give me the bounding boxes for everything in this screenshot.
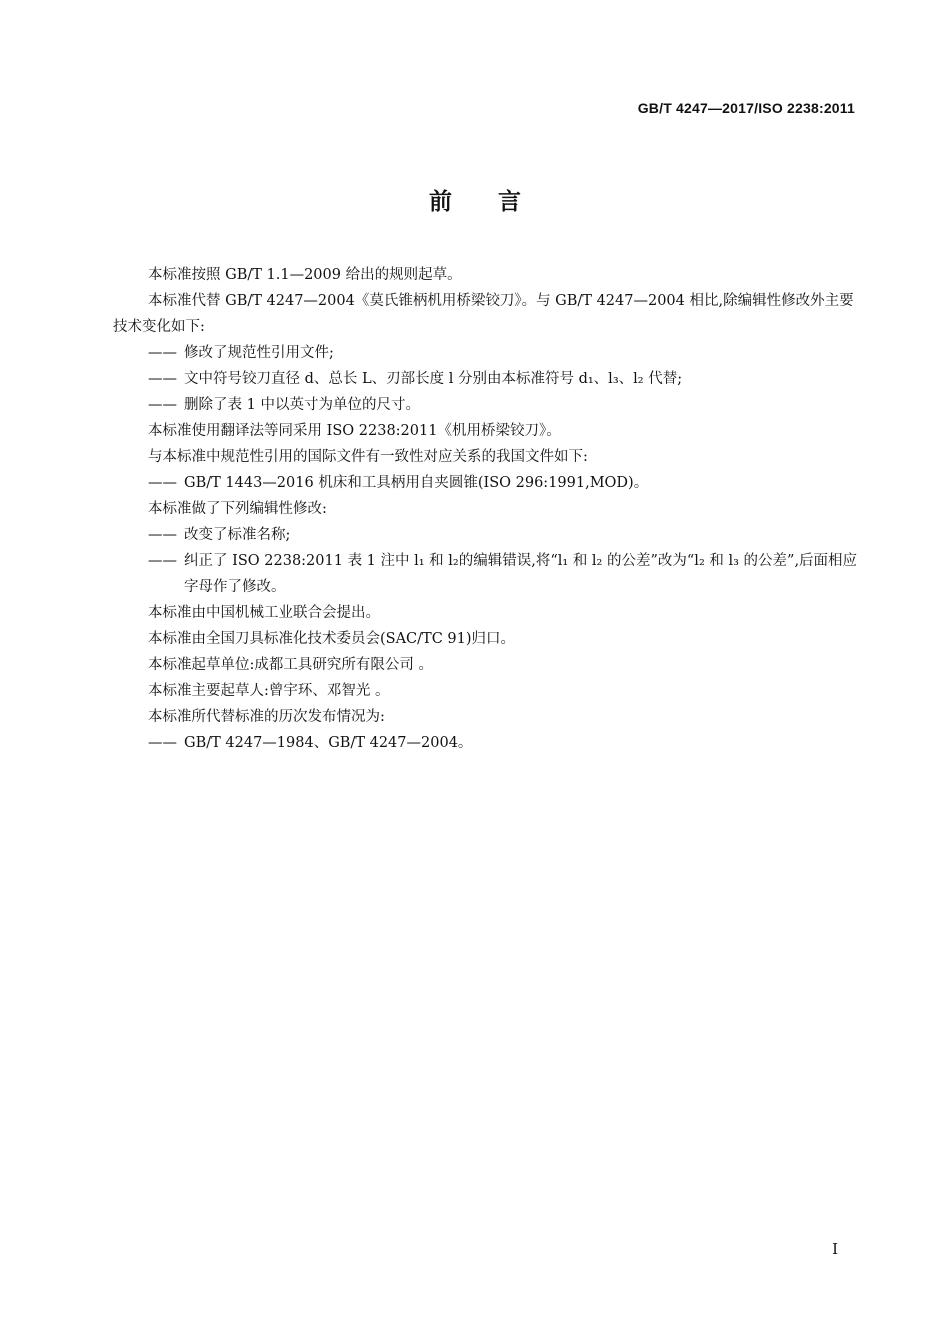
page-title: 前言: [429, 189, 567, 215]
paragraph: 本标准做了下列编辑性修改:: [148, 501, 327, 517]
dash: ——: [148, 345, 177, 361]
list-item: [113, 548, 858, 600]
list-item-text: 删除了表 1 中以英寸为单位的尺寸。: [184, 397, 420, 413]
paragraph: 本标准所代替标准的历次发布情况为:: [148, 709, 385, 725]
dash: ——: [148, 527, 177, 543]
list-item: [113, 340, 858, 366]
list-item-text: 修改了规范性引用文件;: [184, 345, 334, 361]
list-item: [113, 366, 858, 392]
list-item-text: GB/T 4247—1984、GB/T 4247—2004。: [184, 735, 473, 751]
paragraph: 本标准主要起草人:曾宇环、邓智光 。: [148, 683, 390, 699]
dash: ——: [148, 475, 177, 491]
list-item: [113, 522, 858, 548]
paragraph: 本标准使用翻译法等同采用 ISO 2238:2011《机用桥梁铰刀》。: [148, 423, 561, 439]
dash: ——: [148, 371, 177, 387]
document-body: [113, 262, 858, 756]
paragraph: 本标准按照 GB/T 1.1—2009 给出的规则起草。: [148, 267, 462, 283]
paragraph: 本标准由中国机械工业联合会提出。: [148, 605, 380, 621]
list-item-text: 纠正了 ISO 2238:2011 表 1 注中 l₁ 和 l₂的编辑错误,将“l₁ 和 l₂ 的公差”改为“l₂ 和 l₃ 的公差”,后面相应字母作了修改。: [184, 553, 858, 595]
list-item-text: GB/T 1443—2016 机床和工具柄用自夹圆锥(ISO 296:1991,MOD)。: [184, 475, 649, 491]
page-number: I: [832, 1240, 838, 1258]
list-item-text: 文中符号铰刀直径 d、总长 L、刃部长度 l 分别由本标准符号 d₁、l₃、l₂ 代替;: [184, 371, 683, 387]
paragraph: 与本标准中规范性引用的国际文件有一致性对应关系的我国文件如下:: [148, 449, 588, 465]
dash: ——: [148, 735, 177, 751]
list-item: [113, 392, 858, 418]
dash: ——: [148, 397, 177, 413]
paragraph: 本标准起草单位:成都工具研究所有限公司 。: [148, 657, 433, 673]
list-item-text: 改变了标准名称;: [184, 527, 291, 543]
dash: ——: [148, 553, 177, 569]
paragraph: 本标准代替 GB/T 4247—2004《莫氏锥柄机用桥梁铰刀》。与 GB/T 4247—2004 相比,除编辑性修改外主要技术变化如下:: [113, 293, 854, 335]
list-item: [113, 730, 858, 756]
standard-code: GB/T 4247—2017/ISO 2238:2011: [637, 100, 855, 116]
list-item: [113, 470, 858, 496]
paragraph: 本标准由全国刀具标准化技术委员会(SAC/TC 91)归口。: [148, 631, 516, 647]
